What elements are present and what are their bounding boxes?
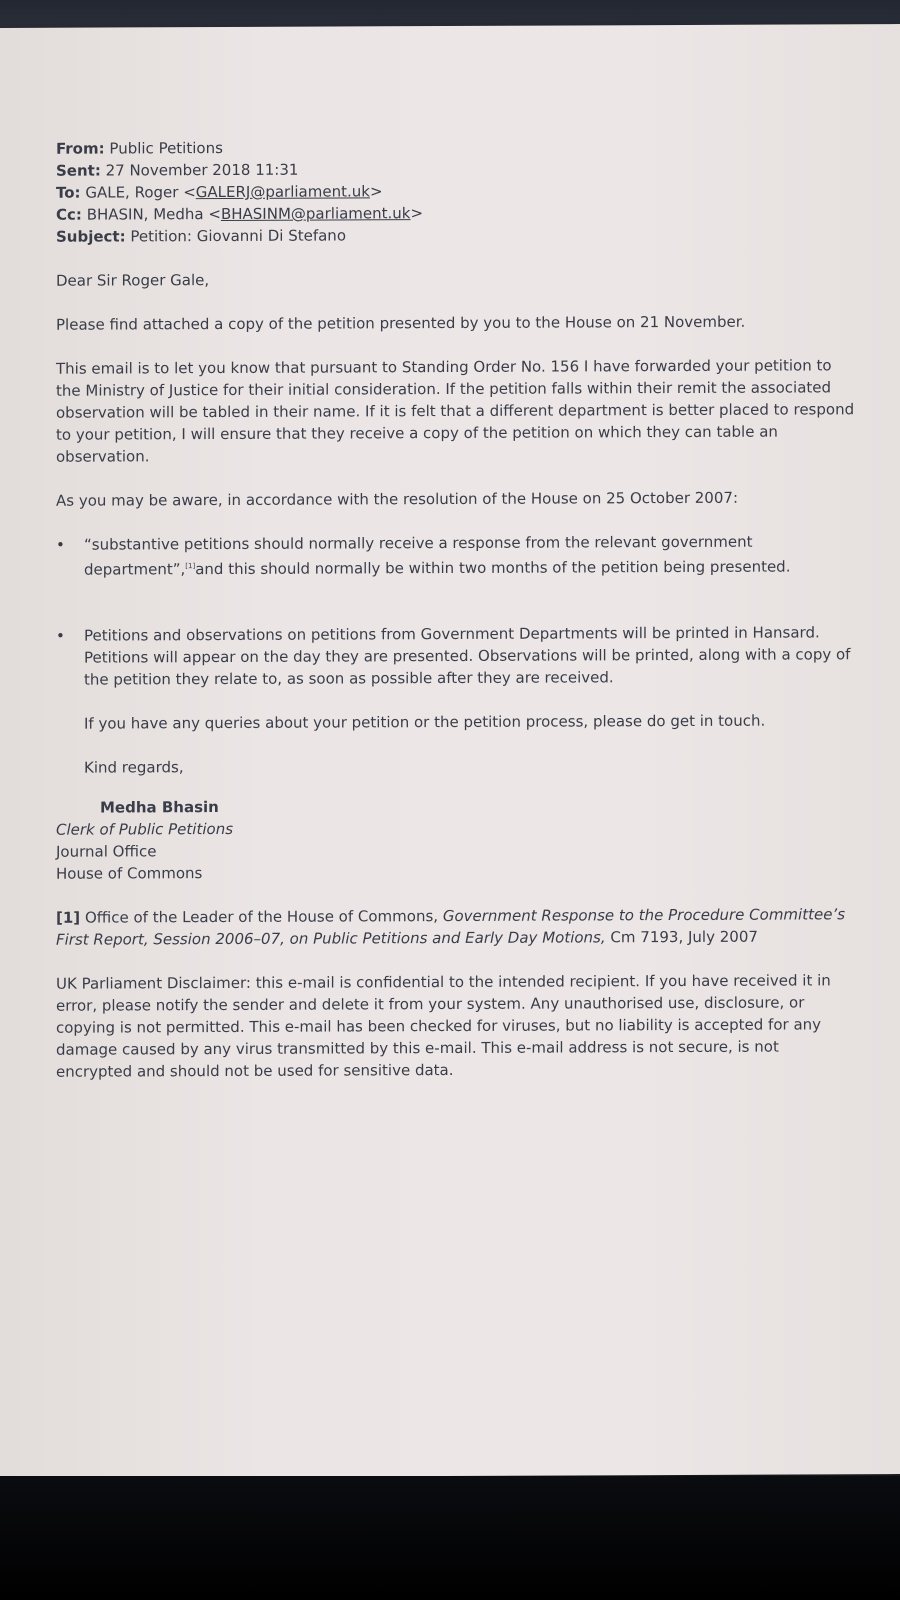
queries-text: If you have any queries about your petition or the petition process, please do get in touch. xyxy=(84,711,766,733)
cc-email-link[interactable]: BHASINM@parliament.uk xyxy=(220,204,411,223)
paragraph-attached: Please find attached a copy of the petition presented by you to the House on 21 November. xyxy=(56,312,746,334)
disclaimer-text: UK Parliament Disclaimer: this e-mail is confidential to the intended recipient. If you have received it in error, please notify the sender and delete it from your system. Any unauthorised use, disclosure, or copying is not permitted. This e-mail has been checked for viruses, but no liability is accepted for any damage caused by any virus transmitted by this e-mail. This e-mail address is not secure, is not encrypted and should not be used for sensitive data. xyxy=(56,971,831,1081)
regards-text: Kind regards, xyxy=(84,758,184,777)
footnote-text-a: Office of the Leader of the House of Commons, xyxy=(84,907,439,927)
footnote-title: Government Response to the Procedure Committee’s First Report, Session 2006–07, on Public Petitions and Early Day Motions, xyxy=(56,905,846,949)
sent-value: 27 November 2018 11:31 xyxy=(105,160,299,180)
bullet-icon: • xyxy=(56,535,65,554)
signature-office: Journal Office xyxy=(56,842,157,861)
paper-sheet xyxy=(0,24,900,1478)
to-email-link[interactable]: GALERJ@parliament.uk xyxy=(195,182,370,202)
to-name: GALE, Roger < xyxy=(85,183,196,202)
subject-label: Subject: xyxy=(56,227,126,246)
subject-line xyxy=(56,222,856,247)
cc-label: Cc: xyxy=(56,205,82,224)
paragraph-resolution: As you may be aware, in accordance with the resolution of the House on 25 October 2007: xyxy=(56,488,738,510)
list-item xyxy=(56,530,856,580)
from-label: From: xyxy=(56,139,105,158)
signature-role: Clerk of Public Petitions xyxy=(56,819,234,839)
email-header xyxy=(56,134,856,247)
paragraph-forwarded: This email is to let you know that pursuant to Standing Order No. 156 I have forwarded your petition to the Ministry of Justice for their initial consideration. If the petition falls within their remit the associated observation will be tabled in their name. If it is felt that a different department is better placed to respond to your petition, I will ensure that they receive a copy of the petition on which they can table an observation. xyxy=(56,356,855,466)
email-document xyxy=(56,134,856,1082)
footnote xyxy=(56,903,856,950)
bullet-two-text: Petitions and observations on petitions from Government Departments will be printed in Hansard. Petitions will appear on the day they are presented. Observations will be printed, along with a copy of the petition they relate to, as soon as possible after they are received. xyxy=(84,623,851,689)
subject-value: Petition: Giovanni Di Stefano xyxy=(130,226,346,246)
footnote-ref: [1] xyxy=(56,908,81,927)
bullet-one-text-end: and this should normally be within two months of the petition being presented. xyxy=(195,557,791,579)
cc-close: > xyxy=(410,204,424,223)
bullet-icon: • xyxy=(56,626,65,645)
footnote-text-b: Cm 7193, July 2007 xyxy=(610,927,758,947)
from-value: Public Petitions xyxy=(109,138,223,158)
resolution-list xyxy=(56,530,856,690)
signature-block xyxy=(56,793,856,884)
sent-label: Sent: xyxy=(56,161,101,180)
footnote-ref-link[interactable]: [1] xyxy=(185,562,196,571)
to-close: > xyxy=(369,182,383,201)
bullet-one-text: “substantive petitions should normally receive a response from the relevant government department”, xyxy=(84,532,753,579)
salutation: Dear Sir Roger Gale, xyxy=(56,271,210,290)
list-item xyxy=(56,621,856,690)
to-label: To: xyxy=(56,183,81,202)
signature-name: Medha Bhasin xyxy=(100,798,219,817)
background-surface xyxy=(0,1476,900,1600)
cc-name: BHASIN, Medha < xyxy=(86,204,221,224)
signature-house: House of Commons xyxy=(56,864,203,883)
